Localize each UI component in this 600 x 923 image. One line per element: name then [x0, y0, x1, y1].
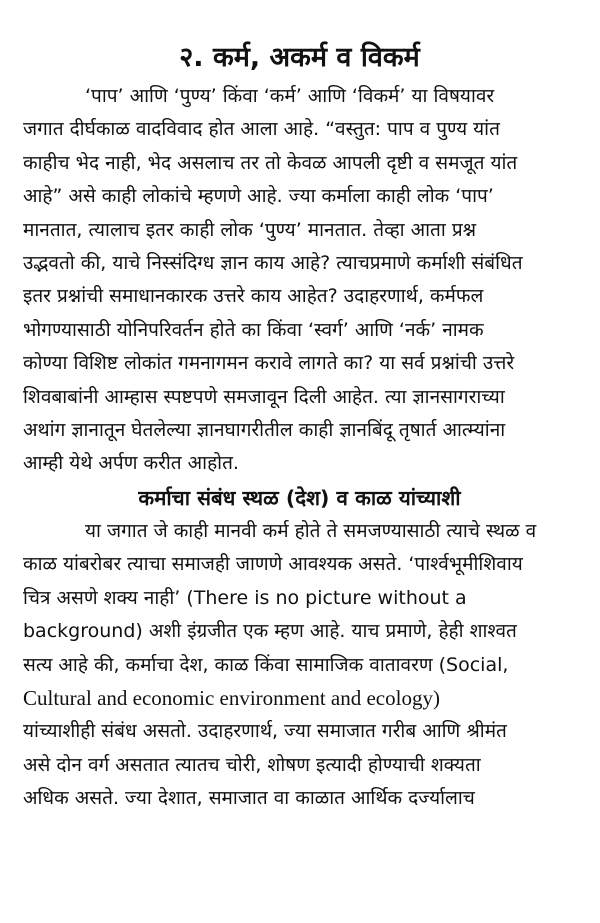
chapter-title: २. कर्म, अकर्म व विकर्म: [179, 42, 420, 73]
text-line: सत्य आहे की, कर्माचा देश, काळ किंवा सामाजिक वातावरण (Social,: [23, 653, 509, 676]
text-line: background) अशी इंग्रजीत एक म्हण आहे. याच प्रमाणे, हेही शाश्वत: [23, 620, 517, 643]
text-line: आम्ही येथे अर्पण करीत आहोत.: [23, 452, 239, 475]
text-line: इतर प्रश्नांची समाधानकारक उत्तरे काय आहेत? उदाहरणार्थ, कर्मफल: [23, 285, 484, 308]
paragraph-2: [23, 515, 576, 816]
paragraph-1: [23, 80, 576, 481]
text-line: मानतात, त्यालाच इतर काही लोक ‘पुण्य’ मानतात. तेव्हा आता प्रश्न: [23, 218, 477, 241]
text-line: शिवबाबांनी आम्हास स्पष्टपणे समजावून दिली आहेत. त्या ज्ञानसागराच्या: [23, 385, 505, 408]
text-line: असे दोन वर्ग असतात त्यातच चोरी, शोषण इत्यादी होण्याची शक्यता: [23, 753, 481, 776]
text-line: अथांग ज्ञानातून घेतलेल्या ज्ञानघागरीतील काही ज्ञानबिंदू तृषार्त आत्म्यांना: [23, 419, 506, 442]
text-line: यांच्याशीही संबंध असतो. उदाहरणार्थ, ज्या समाजात गरीब आणि श्रीमंत: [23, 720, 507, 743]
text-line: चित्र असणे शक्य नाही’ (There is no picture without a: [23, 586, 467, 609]
text-line: आहे” असे काही लोकांचे म्हणणे आहे. ज्या कर्माला काही लोक ‘पाप’: [23, 185, 494, 208]
text-line: जगात दीर्घकाळ वादविवाद होत आला आहे. “वस्तुत: पाप व पुण्य यांत: [23, 118, 500, 141]
text-line: काहीच भेद नाही, भेद असलाच तर तो केवळ आपली दृष्टी व समजूत यांत: [23, 151, 518, 174]
text-line: Cultural and economic environment and ecology): [23, 685, 440, 710]
section-subheading: कर्माचा संबंध स्थळ (देश) व काळ यांच्याशी: [138, 485, 461, 510]
text-line: अधिक असते. ज्या देशात, समाजात वा काळात आर्थिक दर्ज्यालाच: [23, 787, 475, 810]
text-line: उद्भवतो की, याचे निस्संदिग्ध ज्ञान काय आहे? त्याचप्रमाणे कर्माशी संबंधित: [23, 252, 523, 275]
text-line: भोगण्यासाठी योनिपरिवर्तन होते का किंवा ‘स्वर्ग’ आणि ‘नर्क’ नामक: [23, 318, 484, 341]
text-line: कोण्या विशिष्ट लोकांत गमनागमन करावे लागते का? या सर्व प्रश्नांची उत्तरे: [23, 352, 515, 375]
text-line: काळ यांबरोबर त्याचा समाजही जाणणे आवश्यक असते. ‘पार्श्वभूमीशिवाय: [23, 553, 523, 576]
text-line: या जगात जे काही मानवी कर्म होते ते समजण्यासाठी त्याचे स्थळ व: [85, 519, 537, 542]
text-line: ‘पाप’ आणि ‘पुण्य’ किंवा ‘कर्म’ आणि ‘विकर्म’ या विषयावर: [85, 85, 495, 107]
